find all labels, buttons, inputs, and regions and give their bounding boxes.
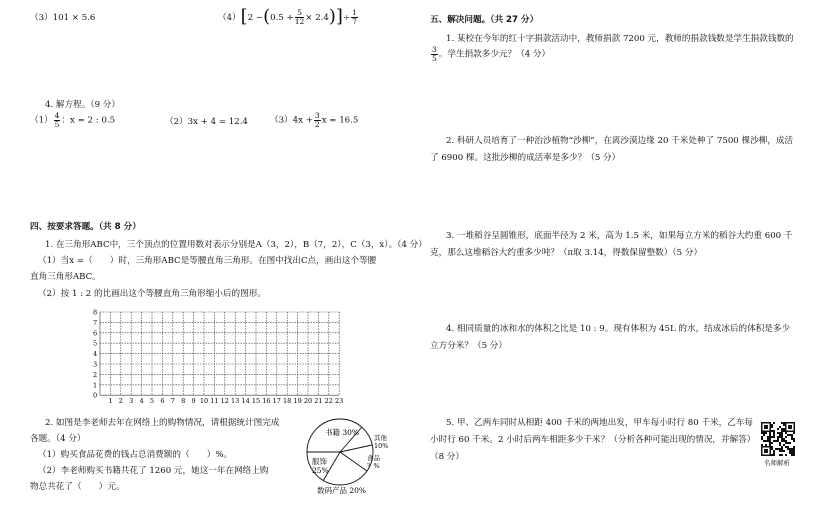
q3-4-expression: [218, 6, 359, 29]
section-5-title: 五、解决问题。（共 27 分）: [430, 15, 539, 25]
q4-3-equation: [270, 112, 358, 128]
s4-q2-line1: 2. 如图是李老师去年在网络上的购物情况，请根据统计图完成: [45, 418, 280, 428]
qr-caption: 名师解析: [764, 459, 790, 467]
q4-1-fraction: $\frac{4}{5}$: [54, 111, 60, 129]
grid-x-label: 23: [335, 397, 344, 406]
p5-line2: 小时行 60 千米。2 小时后两车相距多少千米？（分析各种可能出现的情况，并解答）: [430, 435, 756, 445]
s4-q2-line3: （1）购买食品花费的钱占总消费额的（ ）%。: [38, 450, 233, 460]
grid-x-label: 10: [199, 397, 209, 406]
pie-label-food-1: 食品: [367, 454, 380, 462]
grid-y-label: 7: [93, 318, 98, 327]
grid-x-label: 19: [293, 397, 302, 406]
grid-x-label: 6: [160, 397, 165, 406]
pie-label-books: 书籍 30%: [325, 428, 360, 437]
grid-x-label: 3: [129, 397, 134, 406]
q3-4-part-a: 2 −: [247, 12, 264, 23]
q3-4-fraction-2: $\frac{1}{7}$: [352, 8, 357, 26]
p3-line2: 克，那么这堆稻谷大约重多少吨？（π取 3.14，得数保留整数）（5 分）: [430, 248, 703, 258]
grid-y-label: 4: [93, 350, 98, 359]
q4-1-equation: [30, 112, 115, 128]
q3-3-expression: （3）101 × 5.6: [30, 13, 96, 23]
grid-y-label: 2: [93, 370, 98, 379]
grid-x-label: 5: [149, 397, 155, 406]
grid-y-label: 1: [93, 381, 98, 390]
pie-label-other-2: 10%: [374, 442, 389, 450]
grid-y-label: 8: [93, 308, 98, 317]
grid-x-label: 15: [251, 397, 261, 406]
s4-q2-line4: （2）李老师购买书籍共花了 1260 元，她这一年在网络上购: [38, 466, 269, 476]
p5-line3: （8 分）: [430, 452, 464, 462]
qr-code-icon[interactable]: [761, 422, 795, 456]
grid-x-label: 20: [303, 397, 313, 406]
grid-x-label: 22: [324, 397, 333, 406]
pie-label-clothes-1: 服饰: [312, 457, 327, 466]
p1-line2-wrap: [430, 46, 550, 62]
p1-line1: 1. 某校在今年的红十字捐款活动中，教师捐款 7200 元，教师的捐款钱数是学生捐款钱数的: [446, 34, 794, 44]
bracket-right: ]: [335, 6, 343, 27]
q4-3-prefix: （3）4x +: [270, 115, 313, 126]
grid-y-label: 0: [93, 391, 98, 400]
q4-3-rest: x = 16.5: [321, 115, 359, 126]
q4-2-equation: （2）3x + 4 = 12.4: [165, 117, 248, 127]
paren-right: ): [328, 6, 336, 27]
grid-x-label: 11: [210, 397, 219, 406]
grid-x-label: 9: [191, 397, 196, 406]
pie-chart: [295, 412, 415, 496]
grid-y-label: 3: [93, 360, 98, 369]
s4-q1-line4: （2）按 1 : 2 的比画出这个等腰直角三角形缩小后的图形。: [38, 289, 266, 299]
grid-x-label: 7: [170, 397, 175, 406]
q4-3-fraction: $\frac{3}{2}$: [314, 111, 320, 129]
s4-q2-line2: 各题。（4 分）: [30, 434, 86, 444]
q4-1-prefix: （1）: [30, 115, 53, 126]
pie-label-digital: 数码产品 20%: [317, 486, 367, 495]
q3-4-part-b: 0.5 +: [270, 12, 294, 23]
p5-line1: 5. 甲、乙两车同时从相距 400 千米的两地出发，甲车每小时行 80 千米，乙车每: [446, 418, 754, 428]
grid-x-label: 21: [314, 397, 323, 406]
p1-line2: 。学生捐款多少元？（4 分）: [438, 49, 551, 60]
q3-4-fraction: $\frac{5}{12}$: [294, 8, 305, 26]
grid-x-label: 17: [272, 397, 281, 406]
q3-4-prefix: （4）: [218, 12, 241, 23]
q3-4-divide: ÷: [342, 12, 351, 23]
q4-title: 4. 解方程。（9 分）: [45, 100, 120, 110]
grid-x-label: 2: [118, 397, 123, 406]
q4-1-rest: ：x = 2 : 0.5: [61, 115, 116, 126]
p2-line2: 了 6900 棵。这批沙柳的成活率是多少？（5 分）: [430, 153, 621, 163]
grid-x-label: 14: [241, 397, 250, 406]
p1-fraction: $\frac{3}{5}$: [432, 45, 437, 63]
pie-divider-4: [340, 452, 367, 471]
bracket-left: [: [240, 6, 248, 27]
s4-q2-line5: 物总共花了（ ）元。: [30, 482, 125, 492]
pie-label-clothes-2: 25%: [312, 466, 329, 475]
grid-x-label: 8: [181, 397, 186, 406]
p4-line2: 立方分米？（5 分）: [430, 341, 507, 351]
p3-line1: 3. 一堆稻谷呈圆锥形，底面半径为 2 米，高为 1.5 米，如果每立方米的稻谷大约重 600 千: [446, 231, 793, 241]
s4-q1-line2: （1）当x =（ ）时，三角形ABC是等腰直角三角形。在图中找出C点，画出这个等腰: [38, 256, 377, 266]
grid-y-label: 6: [93, 329, 98, 338]
grid-svg: [90, 306, 350, 406]
grid-x-label: 12: [220, 397, 229, 406]
grid-x-label: 16: [262, 397, 271, 406]
pie-label-other-1: 其他: [374, 434, 387, 442]
s4-q1-line3: 直角三角形ABC。: [30, 272, 101, 282]
q3-4-part-c: × 2.4: [305, 12, 329, 23]
grid-x-label: 18: [283, 397, 292, 406]
grid-x-label: 13: [231, 397, 240, 406]
pie-label-food-2: ？%: [367, 462, 380, 470]
s4-q1-line1: 1. 在三角形ABC中，三个顶点的位置用数对表示分别是A（3，2），B（7，2），C（3，x）。（4 分）: [45, 240, 427, 250]
p2-line1: 2. 科研人员培育了一种治沙植物“沙柳”，在离沙漠边缘 20 千米处种了 7500 棵沙柳，成活: [446, 136, 794, 146]
coordinate-grid: [90, 306, 350, 406]
paren-left: (: [263, 6, 271, 27]
section-4-title: 四、按要求答题。（共 8 分）: [30, 222, 141, 232]
grid-x-label: 1: [108, 397, 113, 406]
grid-y-label: 5: [93, 339, 98, 348]
grid-x-label: 4: [139, 397, 144, 406]
p4-line1: 4. 相同质量的冰和水的体积之比是 10 : 9。现有体积为 45L 的水，结成冰后的体积是多少: [446, 324, 791, 334]
